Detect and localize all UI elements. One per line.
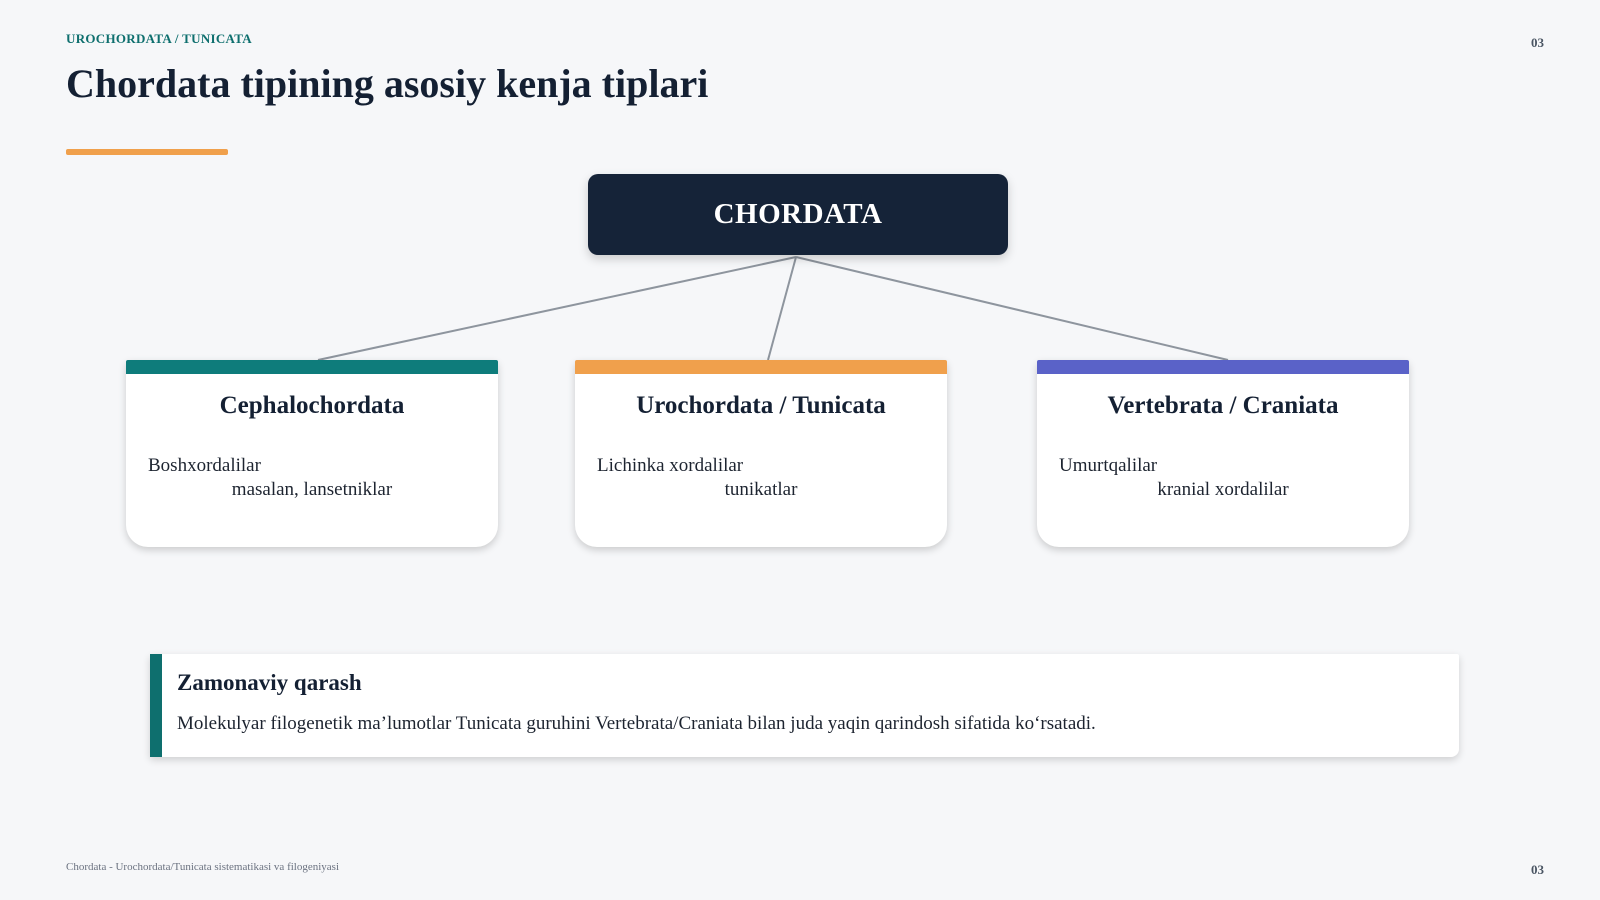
card-title: Urochordata / Tunicata [636, 392, 886, 419]
page-number-bottom: 03 [1531, 862, 1544, 877]
card-title: Vertebrata / Craniata [1107, 392, 1339, 419]
card-cephalochordata [126, 360, 498, 547]
footer-text: Chordata - Urochordata/Tunicata sistematikasi va filogeniyasi [66, 861, 339, 873]
root-node [588, 174, 1008, 255]
connector-line-urochordata [768, 257, 796, 360]
root-node-label: CHORDATA [713, 198, 883, 230]
card-common-name: Umurtqalilar [1059, 455, 1158, 476]
note-accent-bar [150, 654, 162, 757]
card-accent-bar [1037, 360, 1409, 374]
card-common-name: Boshxordalilar [148, 455, 261, 476]
card-example: tunikatlar [724, 479, 798, 500]
card-vertebrata [1037, 360, 1409, 547]
page-title: Chordata tipining asosiy kenja tiplari [66, 61, 709, 106]
card-accent-bar [575, 360, 947, 374]
connector-line-cephalochordata [318, 257, 796, 360]
note-box [150, 654, 1459, 757]
card-example: masalan, lansetniklar [231, 479, 393, 500]
card-accent-bar [126, 360, 498, 374]
card-example: kranial xordalilar [1157, 479, 1289, 500]
connector-line-vertebrata [796, 257, 1228, 360]
note-title: Zamonaviy qarash [177, 670, 362, 695]
card-urochordata [575, 360, 947, 547]
card-title: Cephalochordata [219, 392, 405, 419]
page-number-top: 03 [1531, 35, 1544, 50]
note-text: Molekulyar filogenetik ma’lumotlar Tunicata guruhini Vertebrata/Craniata bilan juda yaqin qarindosh sifatida ko‘rsatadi. [177, 713, 1096, 734]
eyebrow-label: UROCHORDATA / TUNICATA [66, 31, 252, 46]
card-common-name: Lichinka xordalilar [597, 455, 744, 476]
